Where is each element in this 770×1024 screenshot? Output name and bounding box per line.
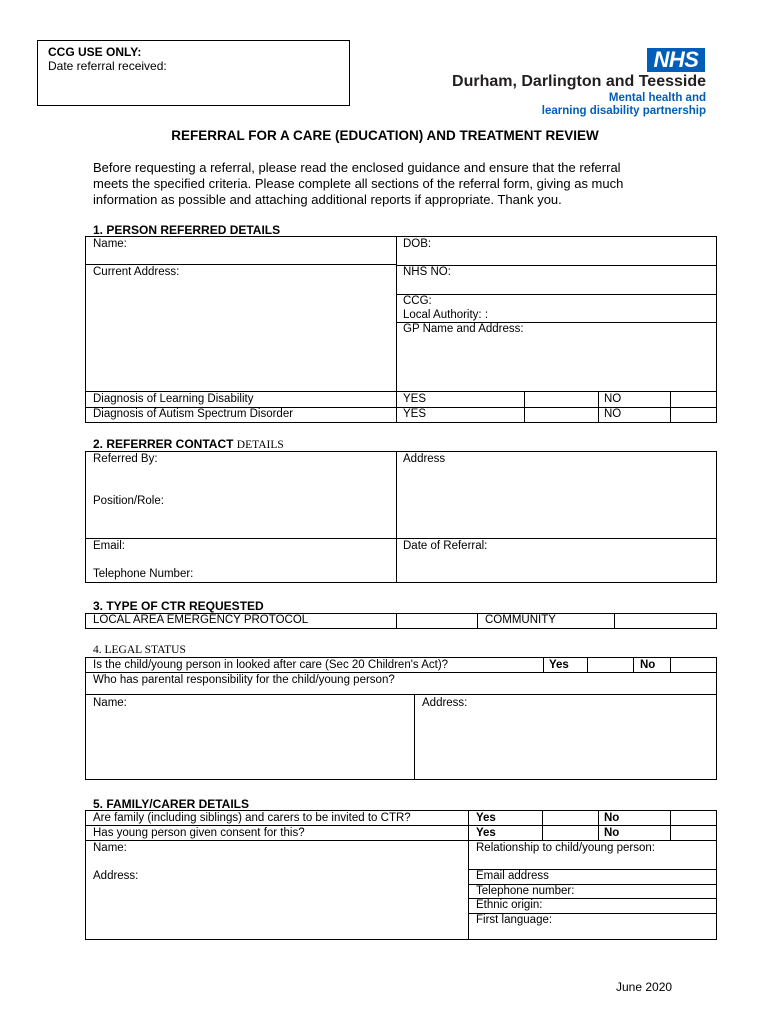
referred-by-label: Referred By: [93,453,158,465]
ld-no-label: NO [604,393,622,405]
local-authority-label: Local Authority: : [403,309,489,321]
family-invited-no-label: No [604,812,620,824]
section-5-heading: 5. FAMILY/CARER DETAILS [93,797,250,811]
section-4-heading: 4. LEGAL STATUS [93,644,186,656]
asd-yes-checkbox[interactable] [525,408,597,422]
local-area-emergency-protocol-label: LOCAL AREA EMERGENCY PROTOCOL [93,614,309,626]
parental-responsibility-question: Who has parental responsibility for the child/young person? [93,674,395,686]
consent-no-label: No [604,827,620,839]
email-label: Email: [93,540,125,552]
looked-after-care-question: Is the child/young person in looked after care (Sec 20 Children's Act)? [93,659,449,671]
family-invited-question: Are family (including siblings) and carers to be invited to CTR? [93,812,411,824]
section-2-heading-rest: DETAILS [236,439,284,451]
consent-question: Has young person given consent for this? [93,827,305,839]
current-address-label: Current Address: [93,266,180,278]
consent-yes-label: Yes [476,827,496,839]
looked-after-no-checkbox[interactable] [671,658,716,671]
telephone-number-label: Telephone Number: [93,568,194,580]
date-of-referral-label: Date of Referral: [403,540,488,552]
community-label: COMMUNITY [485,614,556,626]
dob-label: DOB: [403,238,432,250]
referrer-address-label: Address [403,453,446,465]
ethnic-origin-label: Ethnic origin: [476,899,543,911]
family-invited-yes-label: Yes [476,812,496,824]
date-referral-received-label: Date referral received: [48,59,167,73]
carer-address-label: Address: [93,870,139,882]
asd-diagnosis-label: Diagnosis of Autism Spectrum Disorder [93,408,294,420]
ld-yes-label: YES [403,393,427,405]
organisation-subtitle-1: Mental health and [608,92,706,104]
family-invited-no-checkbox[interactable] [671,811,716,824]
section-2-heading-bold: 2. REFERRER CONTACT [93,437,234,451]
section-2-table [85,451,717,583]
section-2-heading [93,437,284,451]
ld-no-checkbox[interactable] [671,392,716,406]
section-3-heading: 3. TYPE OF CTR REQUESTED [93,599,264,613]
first-language-label: First language: [476,914,553,926]
family-invited-yes-checkbox[interactable] [543,811,597,824]
consent-yes-checkbox[interactable] [543,826,597,839]
relationship-label: Relationship to child/young person: [476,842,656,854]
nhs-no-label: NHS NO: [403,266,451,278]
looked-after-no-label: No [640,659,656,671]
intro-line-3: information as possible and attaching additional reports if appropriate. Thank you. [93,192,562,207]
ld-yes-checkbox[interactable] [525,392,597,406]
name-label: Name: [93,238,127,250]
ccg-label: CCG: [403,295,432,307]
intro-line-1: Before requesting a referral, please read the enclosed guidance and ensure that the referral [93,160,621,175]
consent-no-checkbox[interactable] [671,826,716,839]
ld-diagnosis-label: Diagnosis of Learning Disability [93,393,254,405]
looked-after-yes-checkbox[interactable] [588,658,632,671]
footer-date: June 2020 [616,980,673,994]
section-1-heading: 1. PERSON REFERRED DETAILS [93,223,281,237]
ccg-use-only-title: CCG USE ONLY: [48,45,142,59]
page-title: REFERRAL FOR A CARE (EDUCATION) AND TREATMENT REVIEW [171,128,599,143]
carer-email-label: Email address [476,870,549,882]
asd-no-label: NO [604,408,622,420]
carer-name-label: Name: [93,842,127,854]
community-checkbox[interactable] [615,614,716,628]
nhs-logo: NHS [647,48,705,72]
parental-name-label: Name: [93,697,127,709]
carer-telephone-label: Telephone number: [476,885,575,897]
gp-name-address-label: GP Name and Address: [403,323,524,335]
organisation-subtitle-2: learning disability partnership [541,105,706,117]
parental-address-label: Address: [422,697,468,709]
local-area-emergency-protocol-checkbox[interactable] [397,614,476,628]
asd-yes-label: YES [403,408,427,420]
asd-no-checkbox[interactable] [671,408,716,422]
looked-after-yes-label: Yes [549,659,569,671]
organisation-name: Durham, Darlington and Teesside [452,73,706,90]
position-role-label: Position/Role: [93,495,164,507]
intro-line-2: meets the specified criteria. Please complete all sections of the referral form, giving as much [93,176,624,191]
